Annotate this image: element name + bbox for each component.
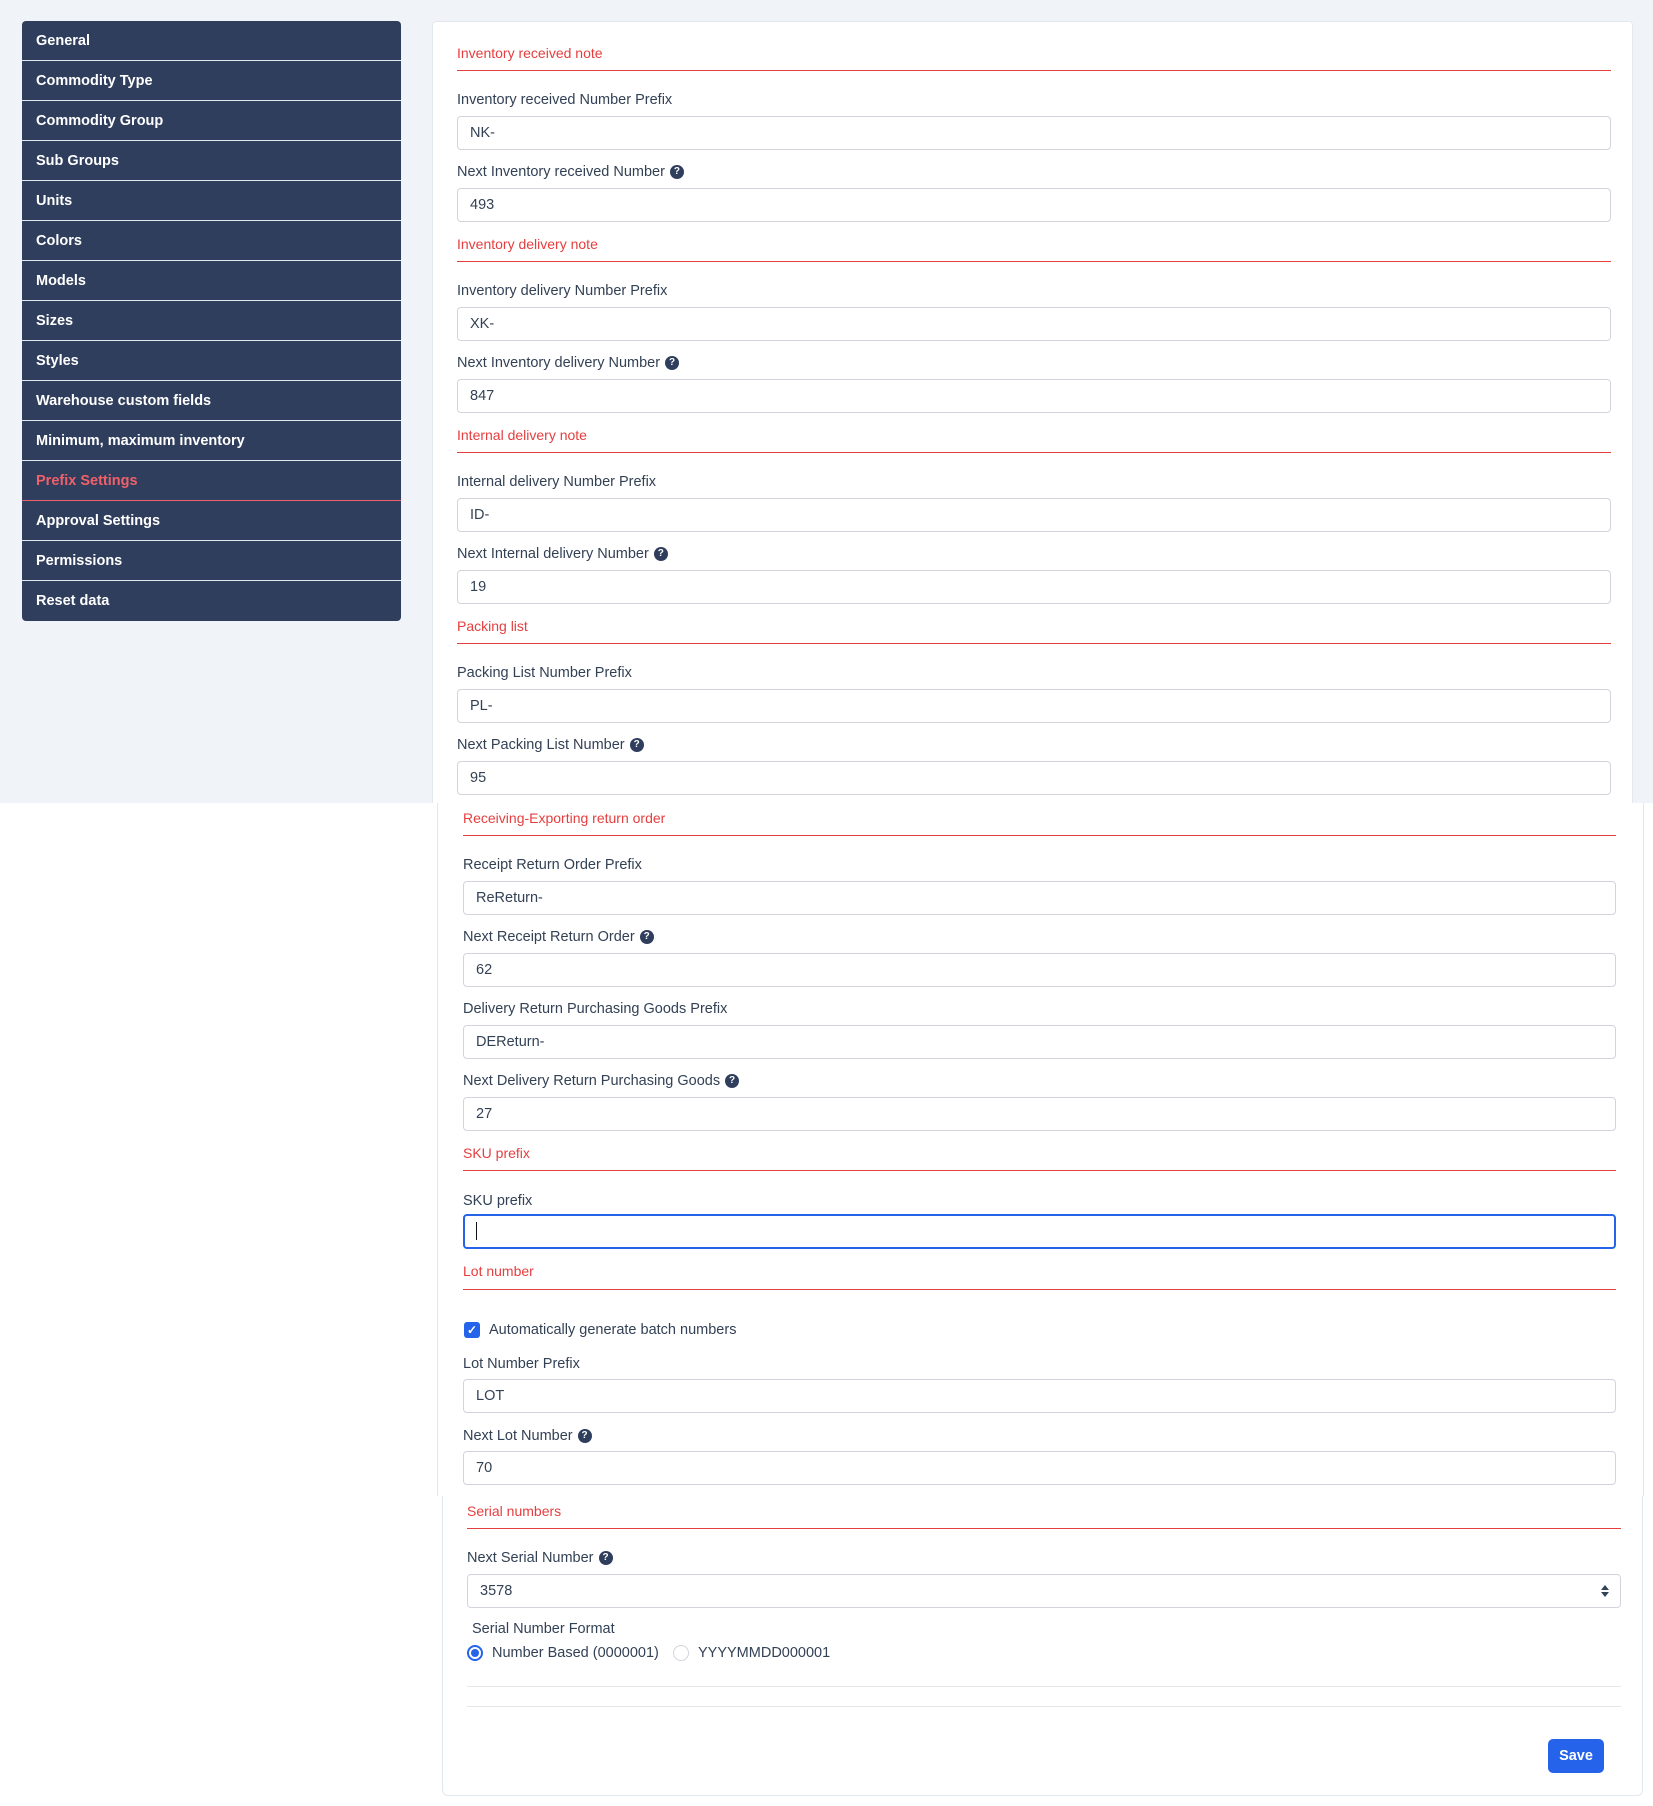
prefix-settings-panel-top [432, 21, 1633, 803]
sidebar-item-colors[interactable]: Colors [22, 221, 401, 261]
section-title-packing-list: Packing list [457, 618, 528, 634]
section-title-sku-prefix: SKU prefix [463, 1145, 530, 1161]
sidebar-item-commodity-type[interactable]: Commodity Type [22, 61, 401, 101]
auto-batch-label[interactable]: Automatically generate batch numbers [489, 1322, 737, 1338]
sidebar-item-warehouse-custom-fields[interactable]: Warehouse custom fields [22, 381, 401, 421]
next-delivery-return-label: Next Delivery Return Purchasing Goods ? [463, 1073, 739, 1089]
internal-delivery-prefix-input[interactable]: ID- [457, 498, 1611, 532]
receipt-return-prefix-input[interactable]: ReReturn- [463, 881, 1616, 915]
help-question-icon[interactable]: ? [654, 547, 668, 561]
sidebar-item-sizes[interactable]: Sizes [22, 301, 401, 341]
next-lot-number-label: Next Lot Number ? [463, 1428, 592, 1444]
packing-list-prefix-label: Packing List Number Prefix [457, 665, 632, 681]
text-caret [476, 1222, 477, 1240]
serial-format-label: Serial Number Format [472, 1621, 615, 1637]
sku-prefix-input[interactable] [463, 1214, 1616, 1249]
serial-format-date-radio[interactable] [673, 1645, 689, 1661]
next-inventory-delivery-label: Next Inventory delivery Number ? [457, 355, 679, 371]
next-packing-list-label: Next Packing List Number ? [457, 737, 644, 753]
next-internal-delivery-label: Next Internal delivery Number ? [457, 546, 668, 562]
next-internal-delivery-input[interactable]: 19 [457, 570, 1611, 604]
inventory-received-prefix-input[interactable]: NK- [457, 116, 1611, 150]
footer-divider [467, 1686, 1621, 1687]
sidebar-item-commodity-group[interactable]: Commodity Group [22, 101, 401, 141]
next-inventory-received-input[interactable]: 493 [457, 188, 1611, 222]
next-receipt-return-input[interactable]: 62 [463, 953, 1616, 987]
next-receipt-return-label: Next Receipt Return Order ? [463, 929, 654, 945]
footer-divider [467, 1706, 1621, 1707]
sku-prefix-label: SKU prefix [463, 1193, 533, 1209]
next-lot-number-input[interactable]: 70 [463, 1451, 1616, 1485]
inventory-delivery-prefix-input[interactable]: XK- [457, 307, 1611, 341]
help-question-icon[interactable]: ? [578, 1429, 592, 1443]
section-title-internal-delivery: Internal delivery note [457, 427, 587, 443]
packing-list-prefix-input[interactable]: PL- [457, 689, 1611, 723]
inventory-delivery-prefix-label: Inventory delivery Number Prefix [457, 283, 668, 299]
help-question-icon[interactable]: ? [640, 930, 654, 944]
section-divider [457, 261, 1611, 262]
next-delivery-return-input[interactable]: 27 [463, 1097, 1616, 1131]
lot-prefix-input[interactable]: LOT [463, 1379, 1616, 1413]
serial-format-number-radio[interactable] [467, 1645, 483, 1661]
section-title-lot-number: Lot number [463, 1263, 534, 1279]
internal-delivery-prefix-label: Internal delivery Number Prefix [457, 474, 657, 490]
next-serial-number-label: Next Serial Number ? [467, 1550, 613, 1566]
save-button[interactable]: Save [1548, 1739, 1604, 1773]
section-divider [463, 1289, 1616, 1290]
spinner-arrows-icon[interactable] [1600, 1582, 1610, 1600]
sidebar-item-reset-data[interactable]: Reset data [36, 593, 110, 609]
next-packing-list-input[interactable]: 95 [457, 761, 1611, 795]
settings-sidebar [22, 21, 401, 621]
help-question-icon[interactable]: ? [725, 1074, 739, 1088]
sidebar-item-styles[interactable]: Styles [22, 341, 401, 381]
help-question-icon[interactable]: ? [665, 356, 679, 370]
delivery-return-prefix-input[interactable]: DEReturn- [463, 1025, 1616, 1059]
section-title-return-order: Receiving-Exporting return order [463, 810, 666, 826]
section-divider [467, 1528, 1621, 1529]
checkmark-icon: ✓ [466, 1323, 478, 1337]
sidebar-item-prefix-settings[interactable]: Prefix Settings [22, 461, 401, 501]
serial-format-date-label[interactable]: YYYYMMDD000001 [698, 1645, 831, 1661]
section-divider [457, 452, 1611, 453]
next-inventory-delivery-input[interactable]: 847 [457, 379, 1611, 413]
sidebar-item-units[interactable]: Units [22, 181, 401, 221]
section-divider [463, 835, 1616, 836]
section-divider [457, 643, 1611, 644]
next-serial-number-value: 3578 [480, 1583, 513, 1599]
sidebar-item-min-max-inventory[interactable]: Minimum, maximum inventory [22, 421, 401, 461]
next-serial-number-input[interactable] [467, 1574, 1621, 1608]
help-question-icon[interactable]: ? [630, 738, 644, 752]
sidebar-item-general[interactable]: General [22, 21, 401, 61]
lot-prefix-label: Lot Number Prefix [463, 1356, 580, 1372]
next-inventory-received-label: Next Inventory received Number ? [457, 164, 684, 180]
section-divider [463, 1170, 1616, 1171]
auto-batch-checkbox[interactable] [464, 1322, 480, 1338]
section-title-inventory-received: Inventory received note [457, 45, 603, 61]
sidebar-item-sub-groups[interactable]: Sub Groups [22, 141, 401, 181]
help-question-icon[interactable]: ? [670, 165, 684, 179]
serial-format-number-label[interactable]: Number Based (0000001) [492, 1645, 659, 1661]
help-question-icon[interactable]: ? [599, 1551, 613, 1565]
receipt-return-prefix-label: Receipt Return Order Prefix [463, 857, 642, 873]
section-title-serial-numbers: Serial numbers [467, 1503, 562, 1519]
delivery-return-prefix-label: Delivery Return Purchasing Goods Prefix [463, 1001, 728, 1017]
prefix-settings-panel-bottom [442, 1496, 1643, 1796]
prefix-settings-panel-middle [437, 803, 1644, 1496]
section-title-inventory-delivery: Inventory delivery note [457, 236, 598, 252]
sidebar-item-permissions[interactable]: Permissions [22, 541, 401, 581]
sidebar-item-models[interactable]: Models [22, 261, 401, 301]
sidebar-item-approval-settings[interactable]: Approval Settings [22, 501, 401, 541]
inventory-received-prefix-label: Inventory received Number Prefix [457, 92, 673, 108]
section-divider [457, 70, 1611, 71]
